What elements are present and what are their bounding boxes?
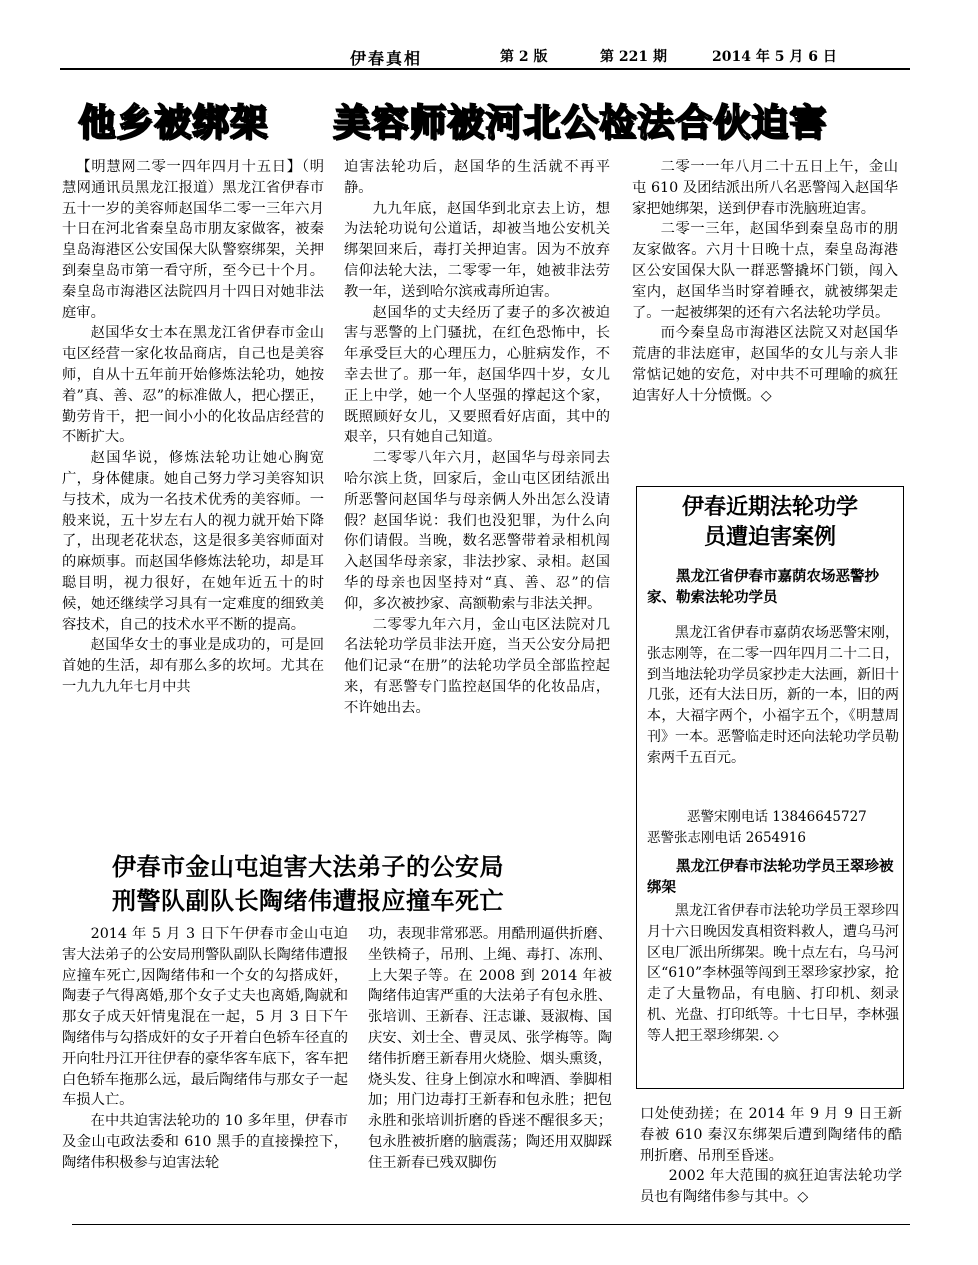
paragraph: 赵国华的丈夫经历了妻子的多次被迫害与恶警的上门骚扰，在红色恐怖中，长年承受巨大的心理压力，心脏病发作，不幸去世了。那一年，赵国华四十岁，女儿正上中学，她一个人坚强的撑起这个家，既照顾好女儿，又要照看好店面，其中的艰辛，只有她自己知道。 <box>344 304 610 446</box>
paragraph: 二零零九年六月，金山屯区法院对几名法轮功学员非法开庭，当天公安分局把他们记录“在册”的法轮功学员全部监控起来，有恶警专门监控赵国华的化妆品店，不许她出去。 <box>344 616 610 716</box>
paragraph: 二零一三年，赵国华到秦皇岛市的朋友家做客。六月十日晚十点，秦皇岛海港区公安国保大队一群恶警撬坏门锁，闯入室内，赵国华当时穿着睡衣，就被绑架走了。一起被绑架的还有六名法轮功学员。 <box>632 221 898 321</box>
article2-headline-line-2: 刑警队副队长陶绪伟遭报应撞车死亡 <box>112 887 504 915</box>
headline-part-1: 他乡被绑架 <box>78 101 268 144</box>
paragraph: 口处使劲搓；在 2014 年 9 月 9 日王新春被 610 秦汉东绑架后遭到陶绪伟的酷刑折磨、吊刑至昏迷。 <box>640 1106 902 1164</box>
paragraph: 二零零八年六月，赵国华与母亲同去哈尔滨上货，回家后，金山屯区团结派出所恶警问赵国华与母亲俩人外出怎么没请假？赵国华说：我们也没犯罪，为什么向你们请假。当晚，数名恶警带着录相机闯入赵国华母亲家，非法抄家、录相。赵国华的母亲也因坚持对“真、善、忍”的信仰，多次被抄家、高额勒索与非法关押。 <box>344 450 610 612</box>
case1-phone-1: 恶警宋刚电话 13846645727 <box>687 809 867 825</box>
paragraph: 赵国华女士本在黑龙江省伊春市金山屯区经营一家化妆品商店，自己也是美容师，自从十五年前开始修炼法轮功，她按着”真、善、忍”的标准做人，把心摆正，勤劳肯干，把一间小小的化妆品店经营的不断扩大。 <box>62 325 324 446</box>
article1-column-2 <box>344 157 610 837</box>
case1-heading: 黑龙江省伊春市嘉荫农场恶警抄家、勒索法轮功学员 <box>647 569 879 606</box>
case1-phone-2: 恶警张志刚电话 2654916 <box>647 830 806 846</box>
box-title <box>637 493 903 553</box>
paragraph: 在中共迫害法轮功的 10 多年里，伊春市及金山屯政法委和 610 黑手的直接操控下，陶绪伟积极参与迫害法轮 <box>62 1113 348 1171</box>
box-title-line-1: 伊春近期法轮功学 <box>681 495 858 520</box>
case2-body <box>647 901 899 1047</box>
paragraph: 黑龙江省伊春市法轮功学员王翠珍四月十六日晚因发真相资料救人，遭乌马河区电厂派出所绑架。晚十点左右，乌马河区“610”李林强等闯到王翠珍家抄家，抢走了大量物品，有电脑、打印机、刻录机、光盘、打印纸等。十七日早，李林强等人把王翠珍绑架. ◇ <box>647 903 899 1044</box>
article2-column-3 <box>640 1104 902 1222</box>
paragraph: 赵国华说，修炼法轮功让她心胸宽广，身体健康。她自己努力学习美容知识与技术，成为一名技术优秀的美容师。一般来说，五十岁左右人的视力就开始下降了，出现老花状态，这是很多美容师面对的麻烦事。而赵国华修炼法轮功，却是耳聪目明，视力很好，在她年近五十的时候，她还继续学习具有一定难度的细致美容技术，自己的技术水平不断的提高。 <box>62 450 324 633</box>
case2-heading: 黑龙江伊春市法轮功学员王翠珍被绑架 <box>647 859 894 896</box>
paragraph: 迫害法轮功后，赵国华的生活就不再平静。 <box>344 159 610 196</box>
main-headline <box>78 92 908 152</box>
paragraph: 【明慧网二零一四年四月十五日】（明慧网通讯员黑龙江报道）黑龙江省伊春市五十一岁的美容师赵国华二零一三年六月十日在河北省秦皇岛市朋友家做客，被秦皇岛海港区公安国保大队警察绑架，关押到秦皇岛市第一看守所，至今已十个月。秦皇岛市海港区法院四月十四日对她非法庭审。 <box>62 159 324 321</box>
headline-part-2: 美容师被河北公检法合伙迫害 <box>333 101 827 144</box>
case1-body <box>647 623 899 769</box>
article1-column-3 <box>632 157 898 477</box>
edition-number: 第 2 版 <box>500 49 548 65</box>
article2-headline <box>112 850 632 920</box>
article2-headline-line-1: 伊春市金山屯迫害大法弟子的公安局 <box>112 853 504 881</box>
article2-column-2 <box>368 924 612 1224</box>
box-title-line-2: 员遭迫害案例 <box>703 525 836 550</box>
paragraph: 赵国华女士的事业是成功的，可是回首她的生活，却有那么多的坎坷。尤其在一九九九年七月中共 <box>62 637 324 695</box>
masthead <box>60 46 910 68</box>
article1-column-1 <box>62 157 324 837</box>
paragraph: 2014 年 5 月 3 日下午伊春市金山屯迫害大法弟子的公安局刑警队副队长陶绪伟遭报应撞车死亡,因陶绪伟和一个女的勾搭成奸，陶妻子气得离婚,那个女子丈夫也离婚,陶就和那女子成天奸情鬼混在一起，5 月 3 日下午陶绪伟与勾搭成奸的女子开着白色轿车径直的开向牡丹江开往伊春的豪华客车底下，客车把白色轿车拖那么远，最后陶绪伟与那女子一起车损人亡。 <box>62 926 348 1109</box>
issue-number: 第 221 期 <box>600 49 667 65</box>
paragraph: 二零一一年八月二十五日上午，金山屯 610 及团结派出所八名恶警闯入赵国华家把她绑架，送到伊春市洗脑班迫害。 <box>632 159 898 217</box>
paragraph: 黑龙江省伊春市嘉荫农场恶警宋刚，张志刚等，在二零一四年四月二十二日，到当地法轮功学员家抄走大法画，新旧十几张，还有大法日历，新的一本，旧的两本，大福字两个，小福字五个，《明慧周刊》一本。恶警临走时还向法轮功学员勒索两千五百元。 <box>647 625 899 766</box>
paragraph: 九九年底，赵国华到北京去上访，想为法轮功说句公道话，却被当地公安机关绑架回来后，毒打关押迫害。因为不放弃信仰法轮大法，二零零一年，她被非法劳教一年，送到哈尔滨戒毒所迫害。 <box>344 200 610 300</box>
paper-name: 伊春真相 <box>350 49 423 68</box>
paragraph: 而今秦皇岛市海港区法院又对赵国华荒唐的非法庭审，赵国华的女儿与亲人非常惦记她的安危，对中共不可理喻的疯狂迫害好人十分愤慨。◇ <box>632 325 898 404</box>
publish-date: 2014 年 5 月 6 日 <box>712 49 837 65</box>
paragraph: 2002 年大范围的疯狂迫害法轮功学员也有陶绪伟参与其中。◇ <box>640 1168 902 1206</box>
footer-rule <box>72 1224 910 1225</box>
article2-column-1 <box>62 924 348 1224</box>
masthead-rule <box>60 68 910 70</box>
paragraph: 功，表现非常邪恶。用酷刑逼供折磨、坐铁椅子，吊刑、上绳、毒打、冻刑、上大架子等。在 2008 到 2014 年被陶绪伟迫害严重的大法弟子有包永胜、张培训、王新春、汪志谦、聂淑梅、国庆安、刘士全、曹灵凤、张学梅等。陶绪伟折磨王新春用火烧脸、烟头熏烫，烧头发、往身上倒凉水和啤酒、拳脚相加；用门边毒打王新春和包永胜；把包永胜和张培训折磨的昏迷不醒很多天；包永胜被折磨的脑震荡；陶还用双脚踩住王新春已残双脚伤 <box>368 926 612 1171</box>
persecution-cases-box <box>636 486 904 1089</box>
